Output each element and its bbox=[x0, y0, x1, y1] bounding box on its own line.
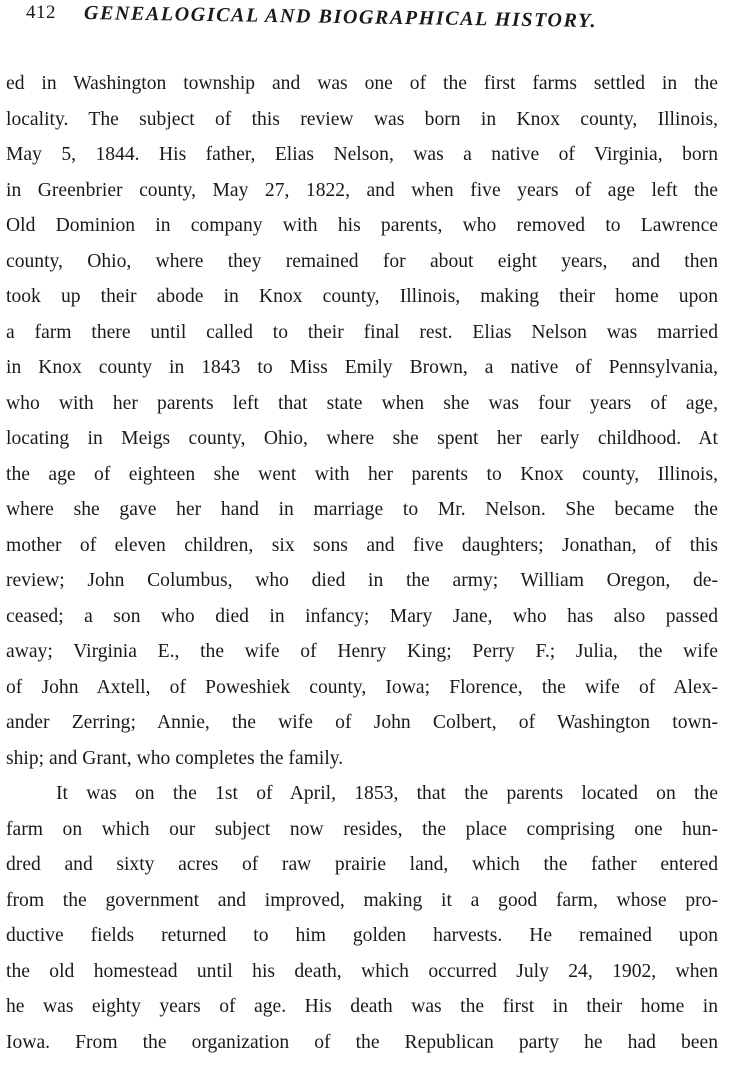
text-line: ander Zerring; Annie, the wife of John Colbert, of Washington town- bbox=[6, 712, 718, 733]
text-line: away; Virginia E., the wife of Henry King; Perry F.; Julia, the wife bbox=[6, 641, 718, 662]
paragraph-first-line: It was on the 1st of April, 1853, that the parents located on the bbox=[56, 783, 718, 804]
text-line: review; John Columbus, who died in the army; William Oregon, de- bbox=[6, 570, 718, 591]
text-line: the age of eighteen she went with her parents to Knox county, Illinois, bbox=[6, 463, 718, 485]
text-line: Old Dominion in company with his parents, who removed to Lawrence bbox=[6, 215, 718, 236]
text-line: ceased; a son who died in infancy; Mary Jane, who has also passed bbox=[6, 605, 718, 627]
text-line: locality. The subject of this review was born in Knox county, Illinois, bbox=[6, 108, 718, 130]
page-number: 412 bbox=[26, 2, 56, 23]
running-head: GENEALOGICAL AND BIOGRAPHICAL HISTORY. bbox=[83, 2, 598, 33]
text-line: dred and sixty acres of raw prairie land, which the father entered bbox=[6, 854, 718, 875]
text-line: a farm there until called to their final rest. Elias Nelson was married bbox=[6, 321, 718, 343]
text-line: ed in Washington township and was one of the first farms settled in the bbox=[6, 73, 718, 94]
text-line: of John Axtell, of Poweshiek county, Iowa; Florence, the wife of Alex- bbox=[6, 676, 718, 698]
text-line: farm on which our subject now resides, the place comprising one hun- bbox=[6, 818, 718, 840]
page-header bbox=[26, 2, 676, 36]
text-line: from the government and improved, making it a good farm, whose pro- bbox=[6, 889, 718, 911]
text-line: May 5, 1844. His father, Elias Nelson, was a native of Virginia, born bbox=[6, 144, 718, 165]
text-line: took up their abode in Knox county, Illinois, making their home upon bbox=[6, 286, 718, 307]
text-line: he was eighty years of age. His death was the first in their home in bbox=[6, 996, 718, 1017]
text-line: county, Ohio, where they remained for about eight years, and then bbox=[6, 250, 718, 272]
text-line: ship; and Grant, who completes the family. bbox=[6, 747, 344, 769]
text-line: mother of eleven children, six sons and five daughters; Jonathan, of this bbox=[6, 534, 718, 556]
text-line: where she gave her hand in marriage to Mr. Nelson. She became the bbox=[6, 499, 718, 520]
text-line: in Greenbrier county, May 27, 1822, and when five years of age left the bbox=[6, 179, 718, 201]
text-line: in Knox county in 1843 to Miss Emily Brown, a native of Pennsylvania, bbox=[6, 357, 718, 378]
text-line: who with her parents left that state when she was four years of age, bbox=[6, 392, 718, 414]
text-line: locating in Meigs county, Ohio, where she spent her early childhood. At bbox=[6, 428, 718, 449]
text-line: the old homestead until his death, which occurred July 24, 1902, when bbox=[6, 960, 718, 982]
text-line: Iowa. From the organization of the Republican party he had been bbox=[6, 1031, 718, 1053]
text-line: ductive fields returned to him golden harvests. He remained upon bbox=[6, 925, 718, 946]
